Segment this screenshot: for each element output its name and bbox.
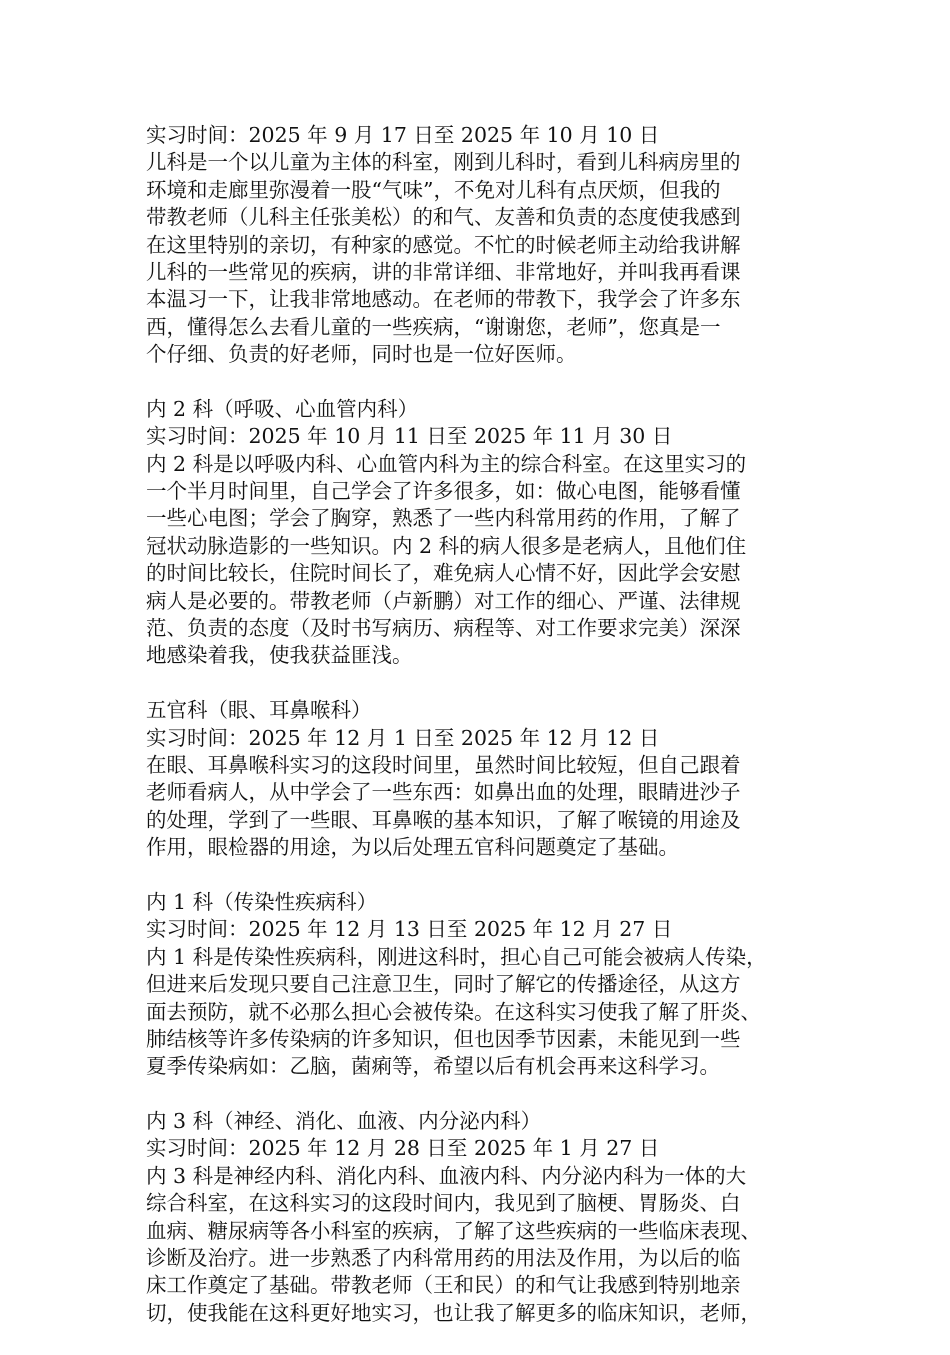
paragraph-line: 肺结核等许多传染病的许多知识，但也因季节因素，未能见到一些 xyxy=(146,1026,741,1051)
paragraph-line: 病人是必要的。带教老师（卢新鹏）对工作的细心、严谨、法律规 xyxy=(146,588,741,613)
paragraph-line: 血病、糖尿病等各小科室的疾病，了解了这些疾病的一些临床表现、 xyxy=(146,1218,761,1243)
section-title: 内 2 科（呼吸、心血管内科） xyxy=(146,396,419,421)
section-title: 内 1 科（传染性疾病科） xyxy=(146,889,378,914)
paragraph-line: 切，使我能在这科更好地实习，也让我了解更多的临床知识，老师， xyxy=(146,1300,761,1325)
paragraph-line: 床工作奠定了基础。带教老师（王和民）的和气让我感到特别地亲 xyxy=(146,1273,741,1298)
section xyxy=(146,122,806,369)
document-page xyxy=(146,122,806,1355)
paragraph-line: 地感染着我，使我获益匪浅。 xyxy=(146,643,413,668)
paragraph-line: 内 3 科是神经内科、消化内科、血液内科、内分泌内科为一体的大 xyxy=(146,1163,747,1188)
paragraph-line: 面去预防，就不必那么担心会被传染。在这科实习使我了解了肝炎、 xyxy=(146,999,761,1024)
section xyxy=(146,396,806,670)
section-title: 五官科（眼、耳鼻喉科） xyxy=(146,698,372,723)
internship-date-line: 实习时间：2025 年 12 月 28 日至 2025 年 1 月 27 日 xyxy=(146,1136,660,1161)
paragraph-line: 儿科的一些常见的疾病，讲的非常详细、非常地好，并叫我再看课 xyxy=(146,259,741,284)
internship-date-line: 实习时间：2025 年 10 月 11 日至 2025 年 11 月 30 日 xyxy=(146,424,673,449)
paragraph-line: 冠状动脉造影的一些知识。内 2 科的病人很多是老病人，且他们住 xyxy=(146,533,747,558)
paragraph-line: 的处理，学到了一些眼、耳鼻喉的基本知识，了解了喉镜的用途及 xyxy=(146,807,741,832)
paragraph-line: 个仔细、负责的好老师，同时也是一位好医师。 xyxy=(146,342,577,367)
paragraph-line: 范、负责的态度（及时书写病历、病程等、对工作要求完美）深深 xyxy=(146,616,741,641)
internship-date-line: 实习时间：2025 年 12 月 13 日至 2025 年 12 月 27 日 xyxy=(146,917,673,942)
paragraph-line: 夏季传染病如：乙脑，菌痢等，希望以后有机会再来这科学习。 xyxy=(146,1054,720,1079)
paragraph-line: 一些心电图；学会了胸穿，熟悉了一些内科常用药的作用，了解了 xyxy=(146,506,741,531)
paragraph-line: 老师看病人，从中学会了一些东西：如鼻出血的处理，眼睛进沙子 xyxy=(146,780,741,805)
paragraph-line: 儿科是一个以儿童为主体的科室，刚到儿科时，看到儿科病房里的 xyxy=(146,150,741,175)
paragraph-line: 的时间比较长，住院时间长了，难免病人心情不好，因此学会安慰 xyxy=(146,561,741,586)
paragraph-line: 但进来后发现只要自己注意卫生，同时了解它的传播途径，从这方 xyxy=(146,972,741,997)
paragraph-line: 诊断及治疗。进一步熟悉了内科常用药的用法及作用，为以后的临 xyxy=(146,1246,741,1271)
paragraph-line: 带教老师（儿科主任张美松）的和气、友善和负责的态度使我感到 xyxy=(146,205,741,230)
paragraph-line: 一个半月时间里，自己学会了许多很多，如：做心电图，能够看懂 xyxy=(146,479,741,504)
internship-date-line: 实习时间：2025 年 9 月 17 日至 2025 年 10 月 10 日 xyxy=(146,123,660,147)
paragraph-line: 西，懂得怎么去看儿童的一些疾病，“谢谢您，老师”，您真是一 xyxy=(146,314,721,339)
section xyxy=(146,1108,806,1327)
paragraph-line: 作用，眼检器的用途，为以后处理五官科问题奠定了基础。 xyxy=(146,835,679,860)
section xyxy=(146,889,806,1081)
paragraph-line: 内 1 科是传染性疾病科，刚进这科时，担心自己可能会被病人传染， xyxy=(146,944,767,969)
paragraph-line: 在这里特别的亲切，有种家的感觉。不忙的时候老师主动给我讲解 xyxy=(146,232,741,257)
section-title: 内 3 科（神经、消化、血液、内分泌内科） xyxy=(146,1109,542,1134)
paragraph-line: 在眼、耳鼻喉科实习的这段时间里，虽然时间比较短，但自己跟着 xyxy=(146,752,741,777)
internship-date-line: 实习时间：2025 年 12 月 1 日至 2025 年 12 月 12 日 xyxy=(146,725,660,750)
paragraph-line: 环境和走廊里弥漫着一股“气味”，不免对儿科有点厌烦，但我的 xyxy=(146,177,721,202)
paragraph-line: 本温习一下，让我非常地感动。在老师的带教下，我学会了许多东 xyxy=(146,287,741,312)
section xyxy=(146,697,806,861)
paragraph-line: 综合科室，在这科实习的这段时间内，我见到了脑梗、胃肠炎、白 xyxy=(146,1191,741,1216)
paragraph-line: 内 2 科是以呼吸内科、心血管内科为主的综合科室。在这里实习的 xyxy=(146,451,747,476)
